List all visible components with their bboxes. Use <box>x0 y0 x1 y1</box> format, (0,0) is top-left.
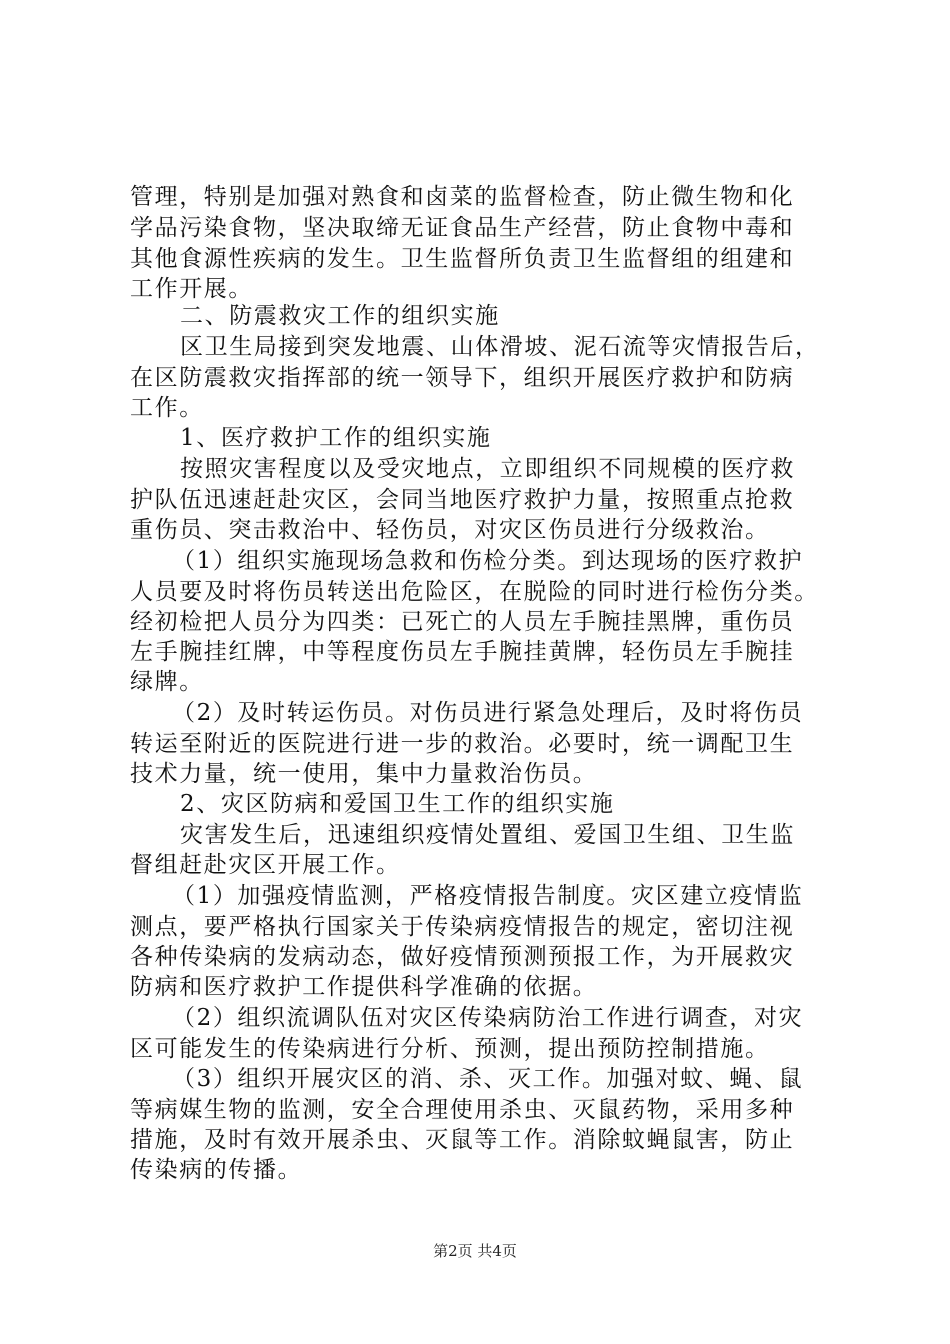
body-text-line: 经初检把人员分为四类：已死亡的人员左手腕挂黑牌，重伤员 <box>130 609 795 635</box>
body-text-line: （1）加强疫情监测，严格疫情报告制度。灾区建立疫情监 <box>172 883 804 909</box>
body-text-line: （1）组织实施现场急救和伤检分类。到达现场的医疗救护 <box>172 548 804 574</box>
body-text-line: 各种传染病的发病动态，做好疫情预测预报工作，为开展救灾 <box>130 944 795 970</box>
body-text-line: 传染病的传播。 <box>130 1157 303 1183</box>
body-text-line: 区可能发生的传染病进行分析、预测，提出预防控制措施。 <box>130 1036 770 1062</box>
body-text-line: 护队伍迅速赶赴灾区，会同当地医疗救护力量，按照重点抢救 <box>130 487 795 513</box>
body-text-line: 按照灾害程度以及受灾地点，立即组织不同规模的医疗救 <box>180 456 795 482</box>
body-text-line: （2）及时转运伤员。对伤员进行紧急处理后，及时将伤员 <box>172 700 804 726</box>
body-text-line: 技术力量，统一使用，集中力量救治伤员。 <box>130 761 598 787</box>
body-text-line: 绿牌。 <box>130 669 204 695</box>
body-text-line: 督组赶赴灾区开展工作。 <box>130 852 401 878</box>
body-text-line: 在区防震救灾指挥部的统一领导下，组织开展医疗救护和防病 <box>130 365 795 391</box>
body-text-line: 等病媒生物的监测，安全合理使用杀虫、灭鼠药物，采用多种 <box>130 1097 795 1123</box>
page-number: 第2页 共4页 <box>433 1242 517 1260</box>
body-text-line: 防病和医疗救护工作提供科学准确的依据。 <box>130 974 598 1000</box>
body-text-line: 转运至附近的医院进行进一步的救治。必要时，统一调配卫生 <box>130 731 795 757</box>
section-heading: 二、防震救灾工作的组织实施 <box>180 303 500 329</box>
body-text-line: （2）组织流调队伍对灾区传染病防治工作进行调查，对灾 <box>172 1005 804 1031</box>
body-text-line: 重伤员、突击救治中、轻伤员，对灾区伤员进行分级救治。 <box>130 517 770 543</box>
body-text-line: 区卫生局接到突发地震、山体滑坡、泥石流等灾情报告后， <box>180 334 820 360</box>
body-text-line: 测点，要严格执行国家关于传染病疫情报告的规定，密切注视 <box>130 914 795 940</box>
body-text-line: 工作。 <box>130 395 204 421</box>
body-text-line: 其他食源性疾病的发生。卫生监督所负责卫生监督组的组建和 <box>130 246 795 272</box>
body-text-line: 人员要及时将伤员转送出危险区，在脱险的同时进行检伤分类。 <box>130 579 819 605</box>
body-text-line: 学品污染食物，坚决取缔无证食品生产经营，防止食物中毒和 <box>130 215 795 241</box>
subsection-heading: 1、医疗救护工作的组织实施 <box>180 425 492 451</box>
body-text-line: （3）组织开展灾区的消、杀、灭工作。加强对蚊、蝇、鼠 <box>172 1066 804 1092</box>
body-text-line: 灾害发生后，迅速组织疫情处置组、爱国卫生组、卫生监 <box>180 822 795 848</box>
body-text-line: 措施，及时有效开展杀虫、灭鼠等工作。消除蚊蝇鼠害，防止 <box>130 1127 795 1153</box>
subsection-heading: 2、灾区防病和爱国卫生工作的组织实施 <box>180 791 615 817</box>
body-text-line: 左手腕挂红牌，中等程度伤员左手腕挂黄牌，轻伤员左手腕挂 <box>130 639 795 665</box>
body-text-line: 工作开展。 <box>130 276 253 302</box>
body-text-line: 管理，特别是加强对熟食和卤菜的监督检查，防止微生物和化 <box>130 184 795 210</box>
